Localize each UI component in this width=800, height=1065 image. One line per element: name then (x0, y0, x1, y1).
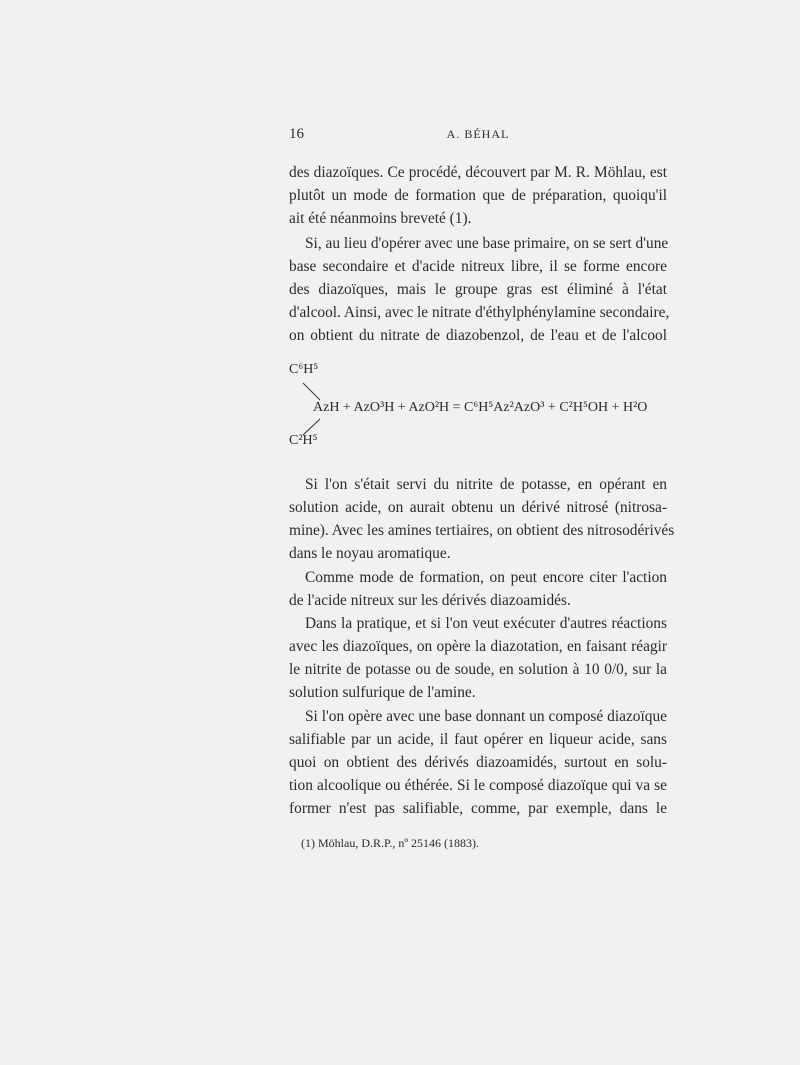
body-line: base secondaire et d'acide nitreux libre, il se forme encore (289, 258, 667, 275)
body-line: plutôt un mode de formation que de préparation, quoiqu'il (289, 187, 667, 204)
body-line: solution acide, on aurait obtenu un dérivé nitrosé (nitrosa- (289, 499, 667, 516)
body-line: des diazoïques. Ce procédé, découvert par M. R. Möhlau, est (289, 164, 667, 181)
body-line: Comme mode de formation, on peut encore citer l'action (305, 569, 667, 586)
body-line: quoi on obtient des dérivés diazoamidés, surtout en solu- (289, 754, 667, 771)
formula-main-equation: AzH + AzO³H + AzO²H = C⁶H⁵Az²AzO³ + C²H⁵OH + H²O (313, 400, 648, 415)
body-line: le nitrite de potasse ou de soude, en solution à 10 0/0, sur la (289, 661, 667, 678)
body-line: des diazoïques, mais le groupe gras est éliminé à l'état (289, 281, 667, 298)
running-title: A. BÉHAL (446, 127, 510, 141)
body-line: d'alcool. Ainsi, avec le nitrate d'éthylphénylamine secondaire, (289, 304, 670, 321)
body-line: former n'est pas salifiable, comme, par exemple, dans le (289, 800, 667, 817)
body-line: dans le noyau aromatique. (289, 545, 451, 562)
formula-bottom-group: C²H⁵ (289, 433, 318, 448)
chemical-formula (289, 362, 689, 458)
footnote: (1) Möhlau, D.R.P., nº 25146 (1883). (301, 836, 480, 850)
body-line: Si l'on s'était servi du nitrite de potasse, en opérant en (305, 476, 667, 493)
body-line: tion alcoolique ou éthérée. Si le composé diazoïque qui va se (289, 777, 667, 794)
body-line: Si l'on opère avec une base donnant un composé diazoïque (305, 708, 667, 725)
body-line: de l'acide nitreux sur les dérivés diazoamidés. (289, 592, 571, 609)
body-line: on obtient du nitrate de diazobenzol, de l'eau et de l'alcool (289, 327, 667, 344)
body-line: salifiable par un acide, il faut opérer en liqueur acide, sans (289, 731, 667, 748)
body-line: Dans la pratique, et si l'on veut exécuter d'autres réactions (305, 615, 667, 632)
formula-top-group: C⁶H⁵ (289, 362, 319, 377)
body-line: mine). Avec les amines tertiaires, on obtient des nitrosodérivés (289, 522, 675, 539)
body-line: ait été néanmoins breveté (1). (289, 210, 472, 227)
body-line: solution sulfurique de l'amine. (289, 684, 476, 701)
page-number: 16 (289, 126, 304, 142)
body-line: avec les diazoïques, on opère la diazotation, en faisant réagir (289, 638, 667, 655)
body-line: Si, au lieu d'opérer avec une base primaire, on se sert d'une (305, 235, 669, 252)
page-header (289, 126, 667, 148)
